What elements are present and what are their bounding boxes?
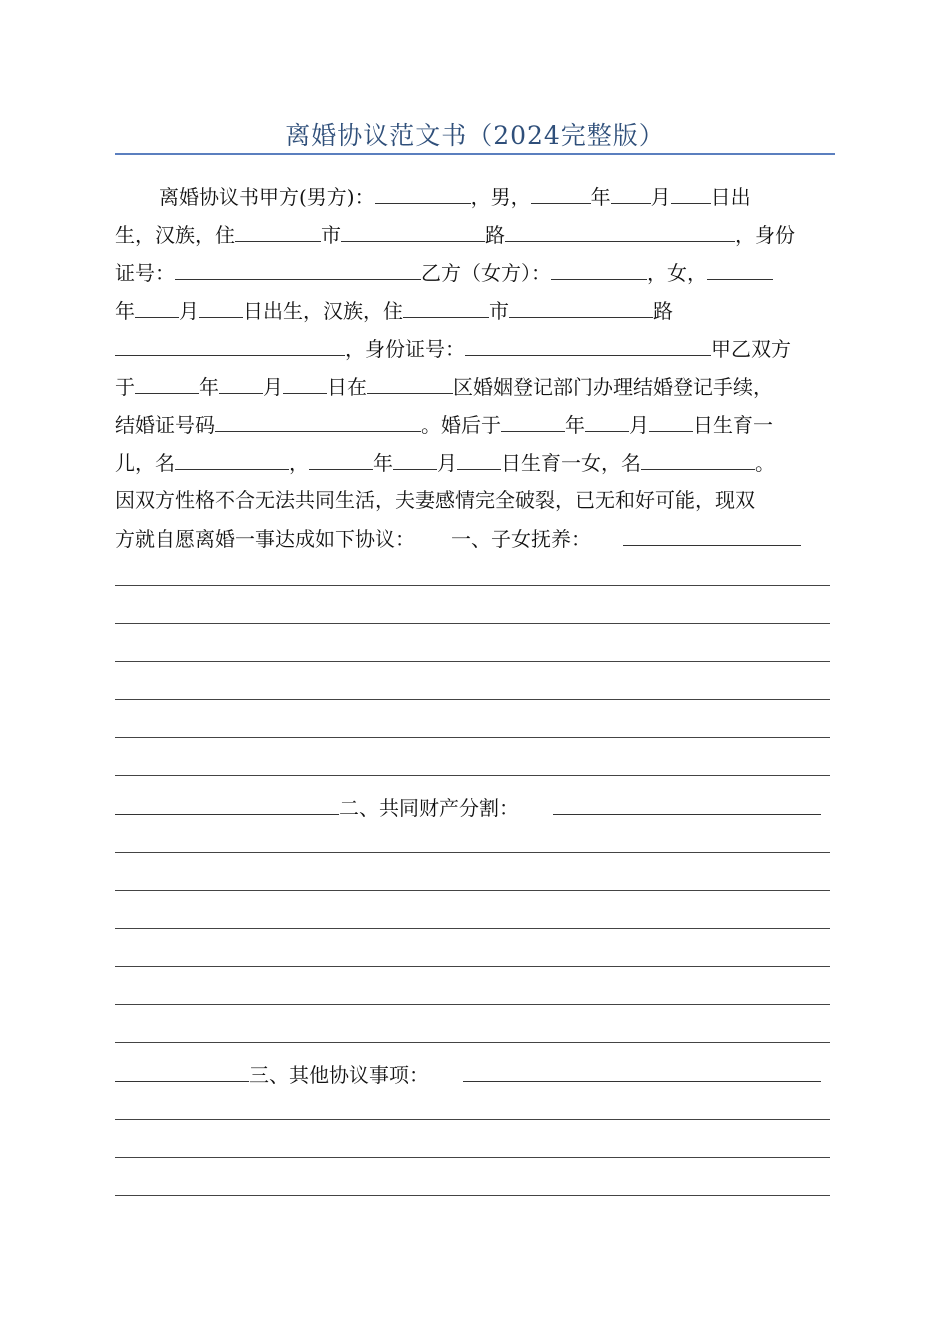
property-line-4[interactable]: [115, 966, 830, 967]
party-a-address-label: 生，汉族，住: [115, 223, 235, 247]
party-b-id-label: ，身份证号：: [345, 337, 465, 361]
party-a-birth-year-field[interactable]: [531, 177, 591, 204]
child-custody-line-1[interactable]: [115, 585, 830, 586]
birth-text: 日出: [710, 185, 751, 209]
party-b-birth-month-field[interactable]: [135, 291, 179, 318]
section-property-heading: 二、共同财产分割：: [339, 796, 519, 820]
body-line-4: [115, 291, 830, 329]
party-b-name-field[interactable]: [551, 253, 647, 280]
marriage-year-field[interactable]: [135, 367, 199, 394]
other-line-2[interactable]: [115, 1157, 830, 1158]
body-line-3: [115, 253, 830, 291]
certificate-label: 结婚证号码: [115, 413, 215, 437]
son-name-field[interactable]: [175, 443, 289, 470]
month-text: 月: [263, 375, 283, 399]
party-b-birth-day-field[interactable]: [199, 291, 243, 318]
property-line-1[interactable]: [115, 852, 830, 853]
party-a-road-field[interactable]: [341, 215, 485, 242]
party-b-city-field[interactable]: [403, 291, 489, 318]
other-field-prefix[interactable]: [115, 1055, 249, 1082]
city-text: 市: [489, 299, 509, 323]
property-line-2[interactable]: [115, 890, 830, 891]
child-custody-line-6[interactable]: [115, 775, 830, 776]
party-a-label: 离婚协议书甲方(男方)：: [159, 185, 375, 209]
gender-male-text: ，男，: [470, 185, 531, 209]
property-line-5[interactable]: [115, 1004, 830, 1005]
id-label-start: ，身份: [735, 223, 795, 247]
city-text: 市: [321, 223, 341, 247]
year-text: 年: [565, 413, 585, 437]
other-field-start[interactable]: [463, 1055, 821, 1082]
body-line-9: 因双方性格不合无法共同生活，夫妻感情完全破裂，已无和好可能，现双: [115, 488, 755, 512]
body-line-1: [115, 177, 830, 215]
month-text: 月: [650, 185, 671, 209]
period-text: 。: [755, 451, 775, 475]
month-text: 月: [629, 413, 649, 437]
child-custody-line-4[interactable]: [115, 699, 830, 700]
body-line-5: [115, 329, 830, 367]
party-b-road-field[interactable]: [509, 291, 653, 318]
property-field-start[interactable]: [553, 788, 821, 815]
party-b-birth-year-field[interactable]: [707, 253, 773, 280]
marriage-day-field[interactable]: [283, 367, 327, 394]
daughter-name-label: 日生育一女，名: [501, 451, 641, 475]
property-line-3[interactable]: [115, 928, 830, 929]
child-custody-line-2[interactable]: [115, 623, 830, 624]
party-a-name-field[interactable]: [375, 177, 471, 204]
document-title: 离婚协议范文书（2024完整版）: [285, 121, 665, 150]
property-line-6[interactable]: [115, 1042, 830, 1043]
month-text: 月: [179, 299, 199, 323]
year-text: 年: [199, 375, 219, 399]
on-text: 于: [115, 375, 135, 399]
child-custody-line-3[interactable]: [115, 661, 830, 662]
year-text: 年: [115, 299, 135, 323]
party-b-address-label: 日出生，汉族，住: [243, 299, 403, 323]
birth-one-text: 日生育一: [693, 413, 773, 437]
son-birth-year-field[interactable]: [501, 405, 565, 432]
year-text: 年: [373, 451, 393, 475]
party-a-birth-day-field[interactable]: [671, 177, 711, 204]
road-text: 路: [485, 223, 505, 247]
daughter-name-field[interactable]: [641, 443, 755, 470]
body-line-7: [115, 405, 830, 443]
party-b-address-detail-field[interactable]: [115, 329, 345, 356]
child-custody-field-start[interactable]: [623, 519, 801, 546]
son-name-label: 儿，名: [115, 451, 175, 475]
party-a-id-field[interactable]: [175, 253, 421, 280]
certificate-number-field[interactable]: [215, 405, 421, 432]
body-line-2: [115, 215, 830, 253]
after-marriage-text: 。婚后于: [421, 413, 501, 437]
party-a-address-detail-field[interactable]: [505, 215, 735, 242]
daughter-birth-day-field[interactable]: [457, 443, 501, 470]
at-text: 日在: [327, 375, 367, 399]
body-line-6: [115, 367, 830, 405]
other-line-3[interactable]: [115, 1195, 830, 1196]
road-text: 路: [653, 299, 673, 323]
other-line-1[interactable]: [115, 1119, 830, 1120]
id-label-end: 证号：: [115, 261, 175, 285]
comma-text: ，: [289, 451, 309, 475]
agreement-body: [115, 177, 830, 557]
party-b-id-field[interactable]: [465, 329, 711, 356]
body-line-8: [115, 443, 830, 481]
section-other-heading: 三、其他协议事项：: [249, 1063, 429, 1087]
party-b-label: 乙方（女方）：: [421, 261, 551, 285]
marriage-month-field[interactable]: [219, 367, 263, 394]
section-property-row: [115, 788, 830, 826]
registration-text: 区婚姻登记部门办理结婚登记手续，: [453, 375, 773, 399]
marriage-district-field[interactable]: [367, 367, 453, 394]
year-text: 年: [590, 185, 611, 209]
child-custody-line-5[interactable]: [115, 737, 830, 738]
daughter-birth-month-field[interactable]: [393, 443, 437, 470]
son-birth-month-field[interactable]: [585, 405, 629, 432]
section-child-custody-heading: 一、子女抚养：: [451, 527, 591, 551]
son-birth-day-field[interactable]: [649, 405, 693, 432]
party-a-city-field[interactable]: [235, 215, 321, 242]
gender-female-text: ，女，: [647, 261, 707, 285]
both-parties-text: 甲乙双方: [711, 337, 791, 361]
daughter-birth-year-field[interactable]: [309, 443, 373, 470]
title-underline: [115, 153, 835, 155]
party-a-birth-month-field[interactable]: [611, 177, 651, 204]
agreement-intro-text: 方就自愿离婚一事达成如下协议：: [115, 527, 415, 551]
body-line-10: [115, 519, 830, 557]
month-text: 月: [437, 451, 457, 475]
property-field-prefix[interactable]: [115, 788, 339, 815]
section-other-row: [115, 1055, 830, 1093]
